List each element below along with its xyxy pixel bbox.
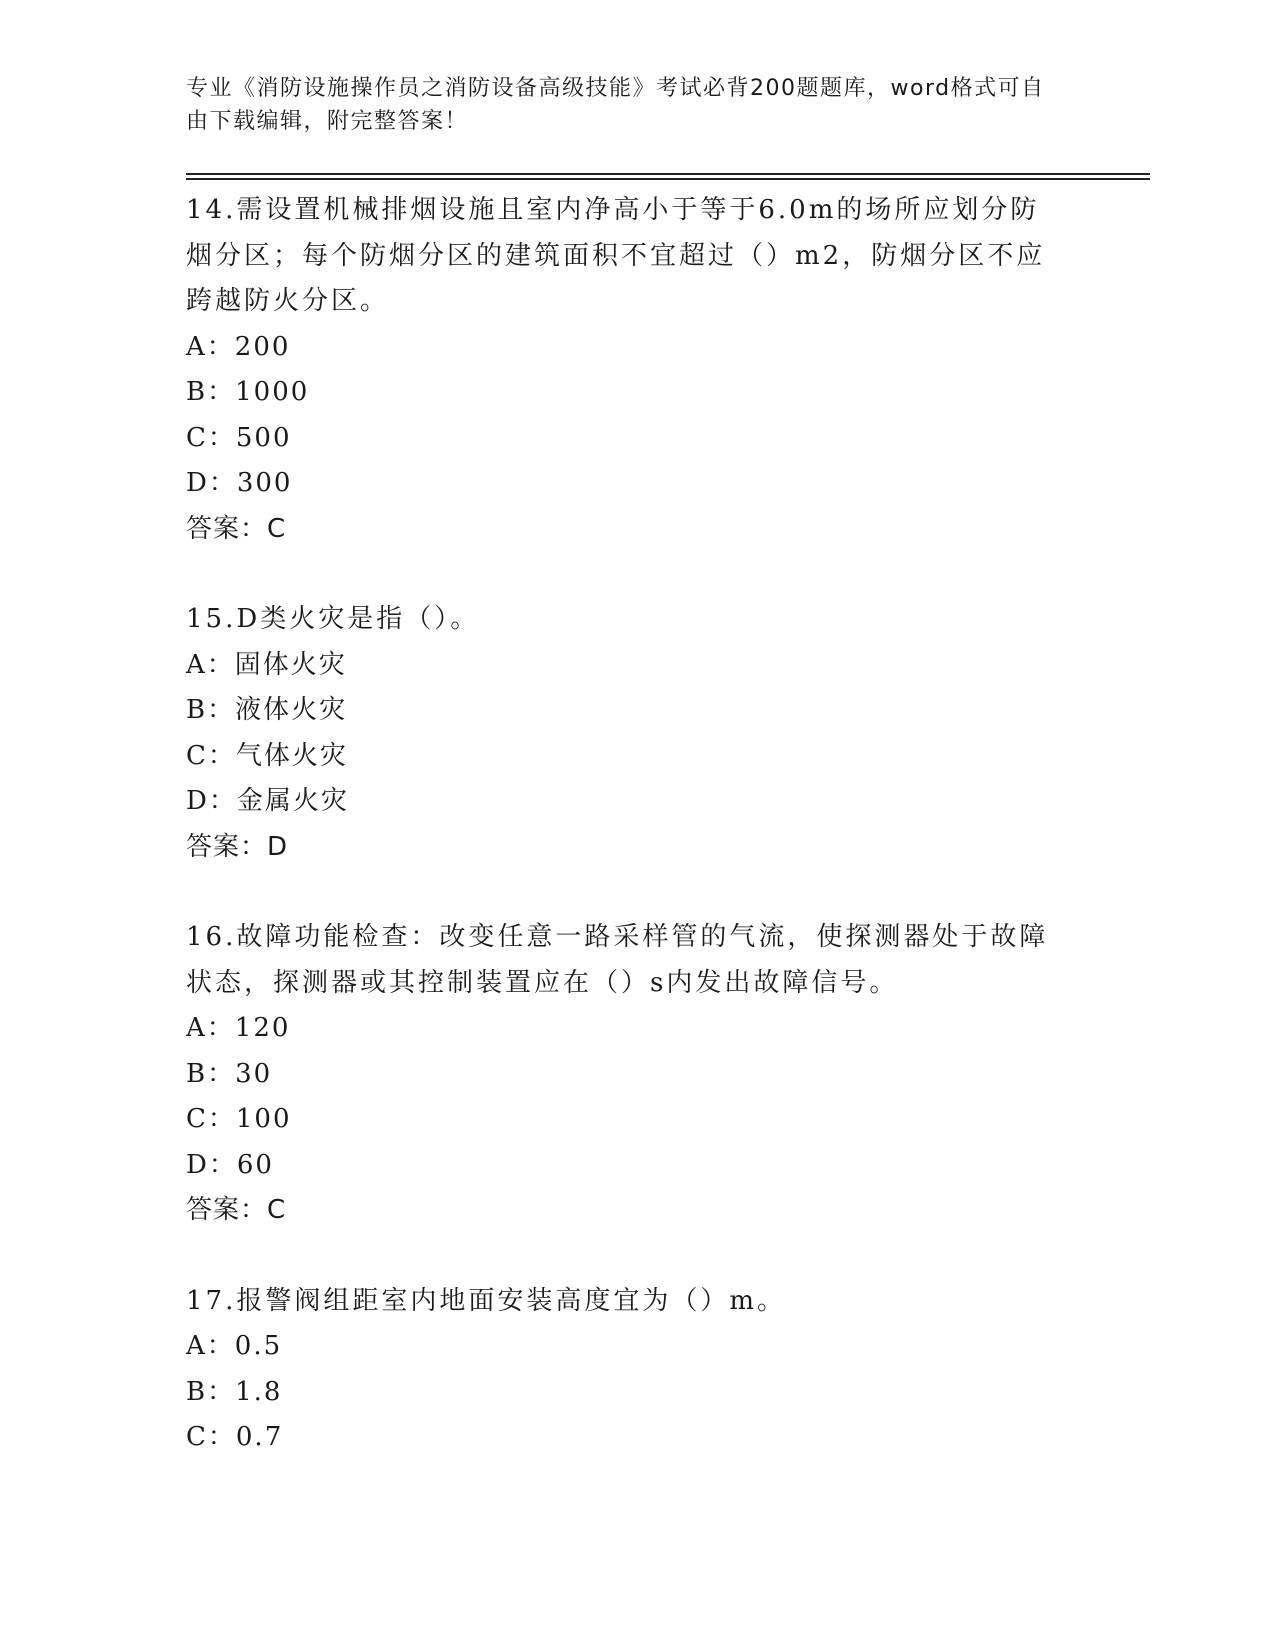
header-divider-top [186, 173, 1150, 175]
option-c: C：气体火灾 [186, 740, 348, 771]
question-stem: 17.报警阀组距室内地面安装高度宜为（）m。 [186, 1285, 787, 1316]
option-a: A：120 [186, 1013, 291, 1043]
question-list [186, 188, 1066, 1506]
header-divider-bottom [186, 178, 1150, 180]
option-c: C：0.7 [186, 1422, 284, 1452]
question-item [186, 915, 1066, 1234]
option-a: A：固体火灾 [186, 649, 347, 680]
answer-line: 答案：D [186, 831, 289, 862]
answer-line: 答案：C [186, 513, 287, 544]
document-intro: 专业《消防设施操作员之消防设备高级技能》考试必背200题题库，word格式可自由下载编辑，附完整答案！ [186, 76, 1045, 134]
option-a: A：0.5 [186, 1331, 283, 1361]
question-item [186, 188, 1066, 552]
option-a: A：200 [186, 331, 291, 362]
option-b: B：1.8 [186, 1376, 283, 1407]
option-d: D：60 [186, 1149, 274, 1180]
question-item [186, 597, 1066, 870]
option-d: D：300 [186, 468, 293, 498]
answer-line: 答案：C [186, 1195, 287, 1225]
option-b: B：液体火灾 [186, 695, 348, 725]
question-stem: 16.故障功能检查：改变任意一路采样管的气流，使探测器处于故障状态，探测器或其控制装置应在（）s内发出故障信号。 [186, 922, 1049, 998]
option-b: B：30 [186, 1058, 273, 1089]
option-d: D：金属火灾 [186, 786, 349, 816]
question-item [186, 1279, 1066, 1461]
option-c: C：500 [186, 422, 292, 453]
option-c: C：100 [186, 1104, 292, 1134]
option-b: B：1000 [186, 377, 310, 407]
question-stem: 14.需设置机械排烟设施且室内净高小于等于6.0m的场所应划分防烟分区；每个防烟分区的建筑面积不宜超过（）m2，防烟分区不应跨越防火分区。 [186, 195, 1046, 316]
question-stem: 15.D类火灾是指（）。 [186, 604, 480, 634]
